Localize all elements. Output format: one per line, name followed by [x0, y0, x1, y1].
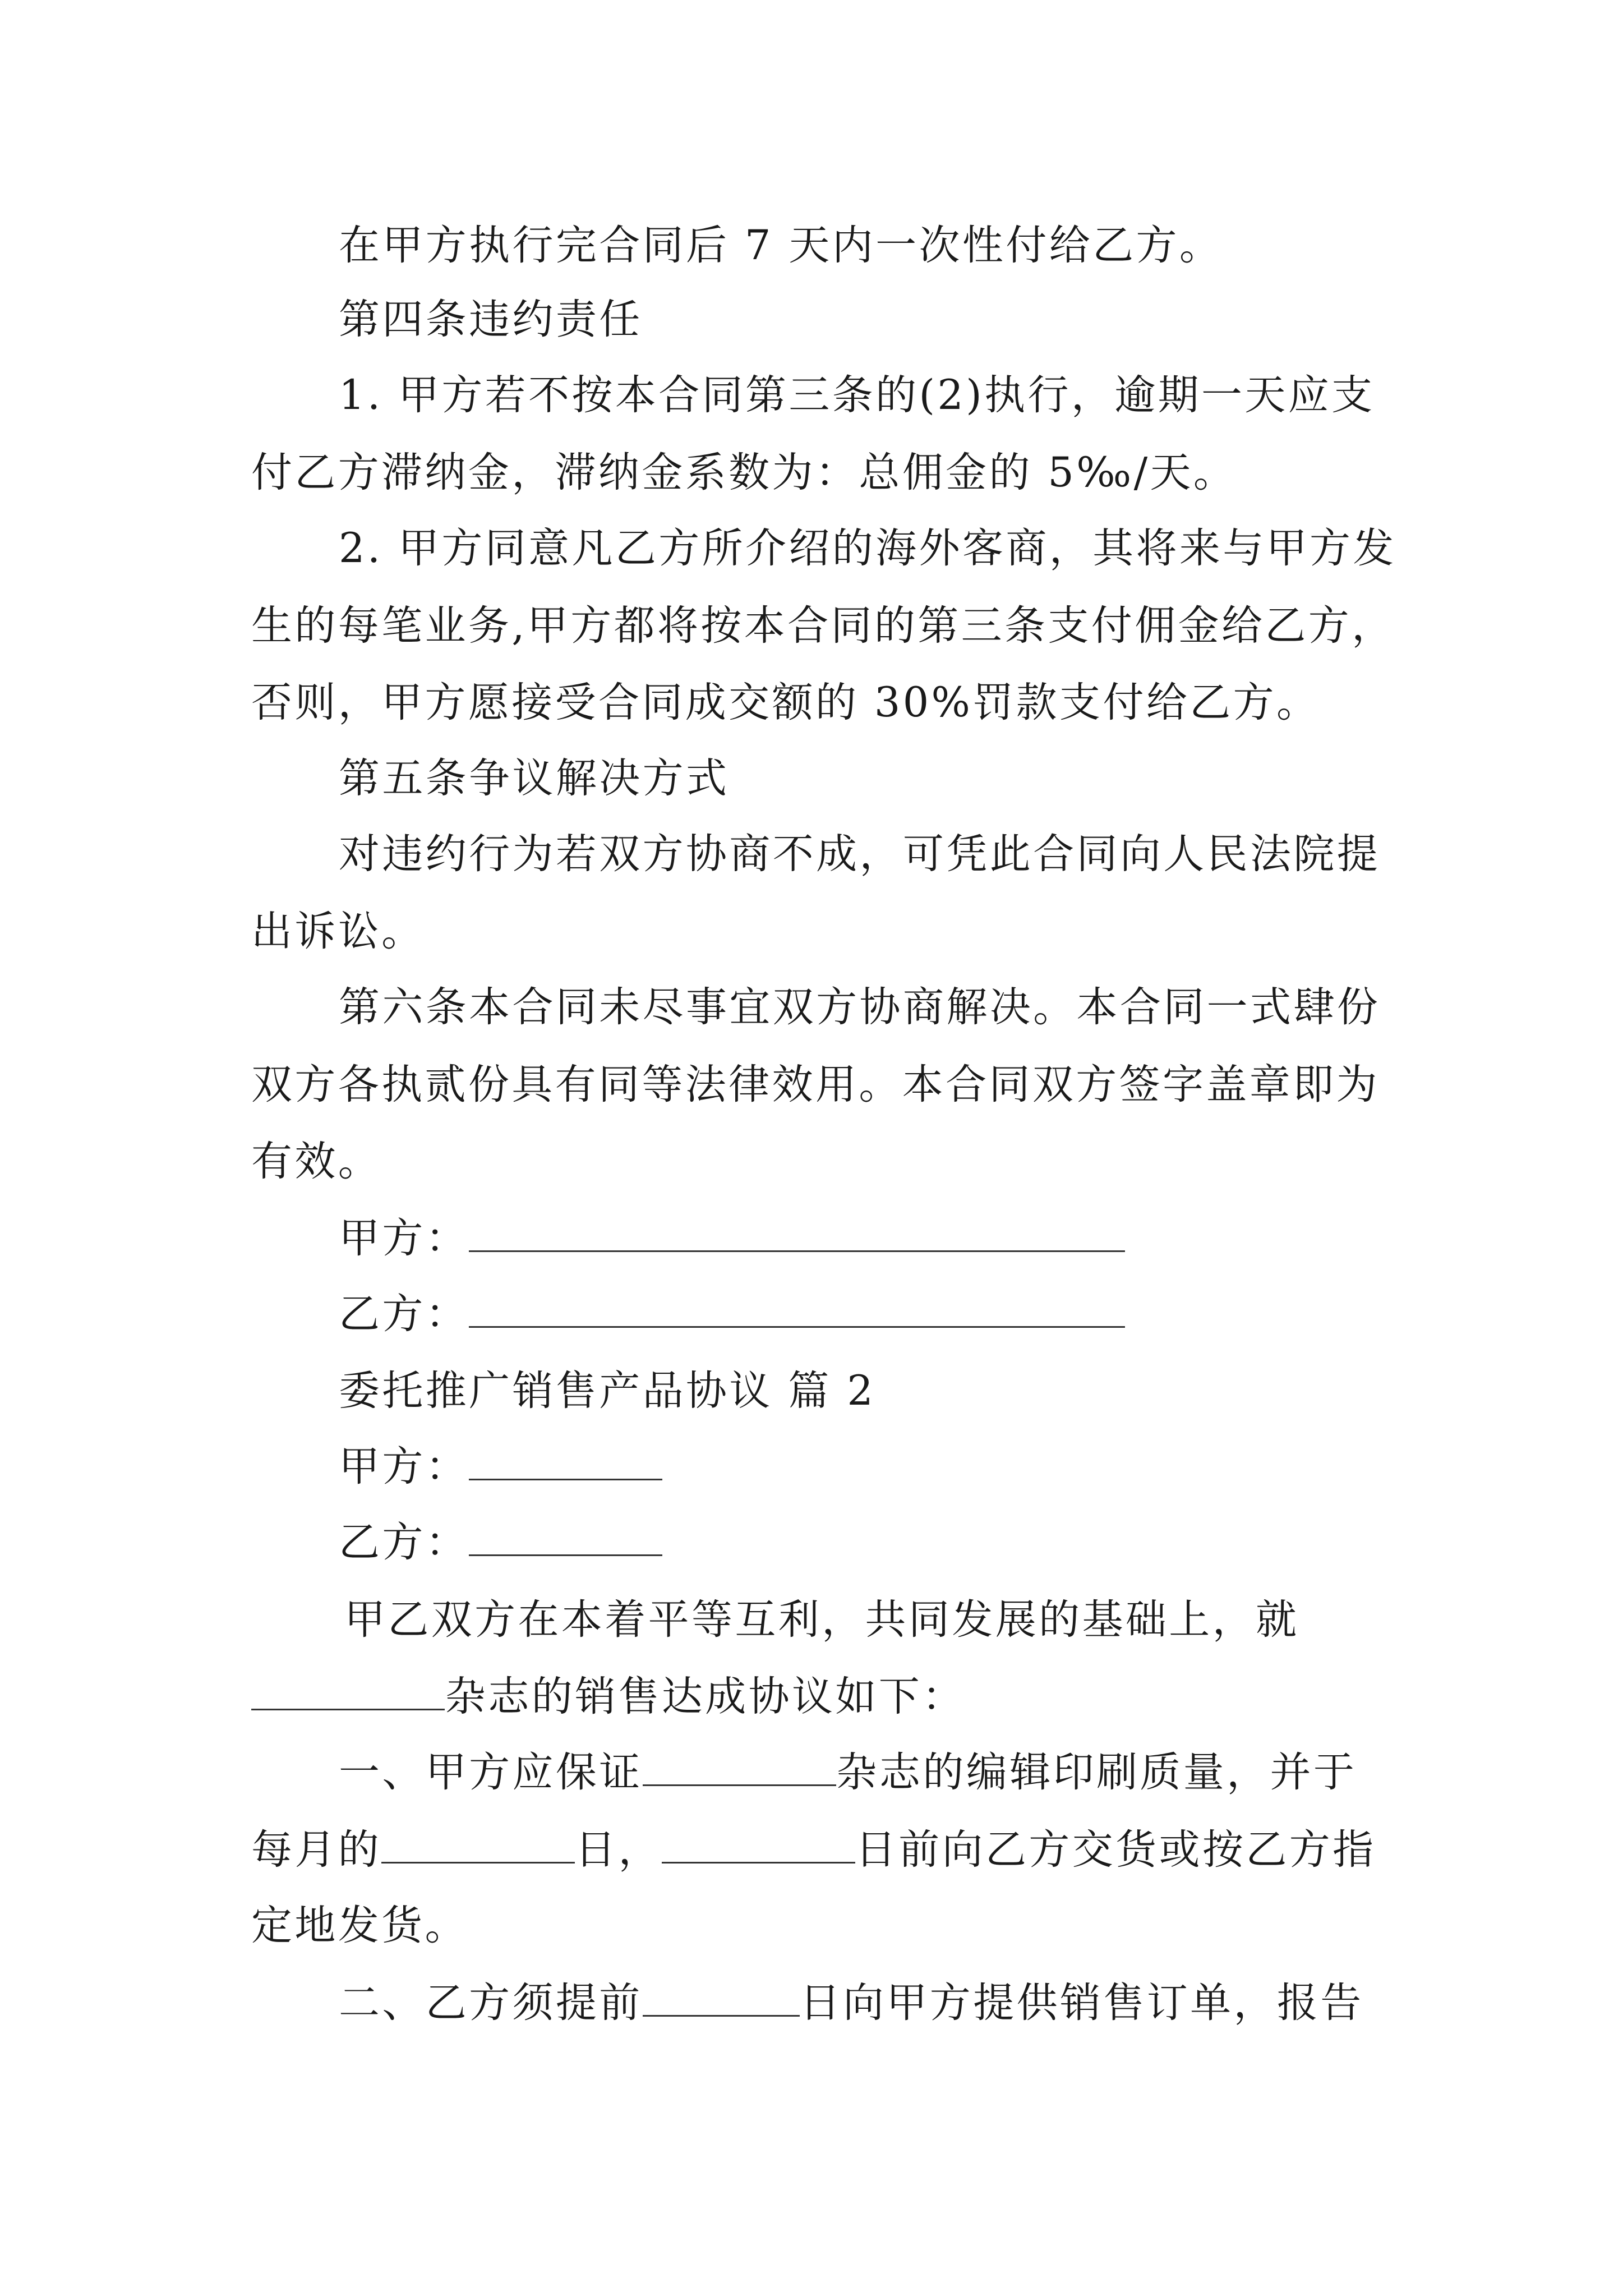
party-a-label: 甲方：: [339, 1443, 469, 1490]
section-heading-article-4: 第四条违约责任: [339, 296, 643, 343]
text-line: 否则，甲方愿接受合同成交额的 30%罚款支付给乙方。: [251, 679, 1320, 726]
text-line: [251, 1822, 1376, 1878]
text-line: 对违约行为若双方协商不成，可凭此合同向人民法院提: [339, 830, 1381, 878]
text-line: 第六条本合同未尽事宜双方协商解决。本合同一式肆份: [339, 983, 1381, 1031]
magazine-name-blank[interactable]: [251, 1673, 445, 1710]
text-line: 双方各执贰份具有同等法律效用。本合同双方签字盖章即为: [251, 1061, 1380, 1108]
text-line: [339, 1745, 1460, 1801]
party-a-label: 甲方：: [339, 1214, 469, 1262]
text-line: [339, 1975, 1460, 2031]
party-a-line-2: [339, 1439, 1460, 1495]
text-line: 生的每笔业务,甲方都将按本合同的第三条支付佣金给乙方，: [251, 602, 1395, 650]
day-blank[interactable]: [381, 1826, 575, 1864]
text-line: 2. 甲方同意凡乙方所介绍的海外客商，其将来与甲方发: [339, 524, 1396, 572]
party-b-blank[interactable]: [469, 1519, 662, 1556]
text-segment: 日，: [575, 1826, 662, 1874]
party-b-line-2: [339, 1515, 1460, 1571]
text-line: 有效。: [251, 1138, 382, 1185]
text-line: [251, 1669, 1373, 1725]
text-segment: 每月的: [251, 1826, 382, 1874]
magazine-name-blank[interactable]: [643, 1749, 836, 1786]
party-b-label: 乙方：: [339, 1290, 469, 1338]
text-segment: 杂志的编辑印刷质量，并于: [836, 1749, 1357, 1796]
party-a-signature-line: [339, 1211, 1460, 1267]
text-line: 定地发货。: [251, 1902, 468, 1949]
day-blank[interactable]: [662, 1826, 855, 1864]
text-segment: 一、甲方应保证: [339, 1749, 643, 1796]
party-a-blank[interactable]: [469, 1443, 662, 1480]
days-ahead-blank[interactable]: [643, 1979, 800, 2017]
agreement-title: 委托推广销售产品协议 篇 2: [339, 1367, 876, 1415]
text-line: 甲乙双方在本着平等互利，共同发展的基础上，就: [344, 1596, 1299, 1644]
text-line: 付乙方滞纳金，滞纳金系数为：总佣金的 5‰/天。: [251, 449, 1237, 496]
party-b-label: 乙方：: [339, 1519, 469, 1566]
text-line: 在甲方执行完合同后 7 天内一次性付给乙方。: [339, 222, 1223, 269]
party-b-blank[interactable]: [469, 1290, 1125, 1328]
text-line: 1. 甲方若不按本合同第三条的(2)执行，逾期一天应支: [339, 371, 1375, 419]
text-line: 出诉讼。: [251, 908, 425, 955]
text-segment: 日前向乙方交货或按乙方指: [855, 1826, 1376, 1874]
party-a-blank[interactable]: [469, 1214, 1125, 1252]
party-b-signature-line: [339, 1286, 1460, 1342]
section-heading-article-5: 第五条争议解决方式: [339, 754, 730, 802]
text-segment: 杂志的销售达成协议如下：: [445, 1673, 966, 1720]
text-segment: 日向甲方提供销售订单，报告: [799, 1979, 1364, 2027]
text-segment: 二、乙方须提前: [339, 1979, 643, 2027]
